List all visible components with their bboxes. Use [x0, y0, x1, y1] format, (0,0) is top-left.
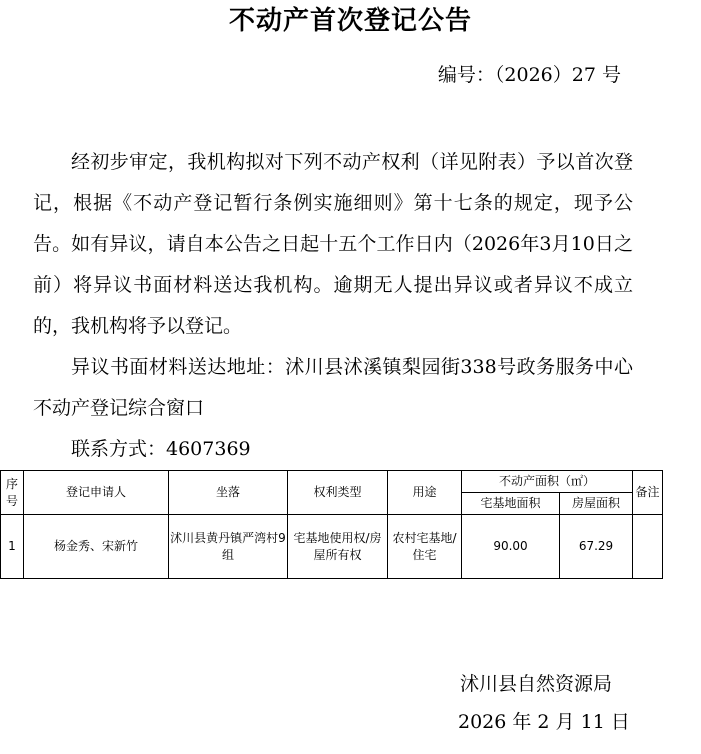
cell-seq: 1 — [1, 515, 24, 579]
cell-usage: 农村宅基地/住宅 — [388, 515, 462, 579]
header-right-type: 权利类型 — [288, 471, 388, 515]
header-applicant: 登记申请人 — [24, 471, 169, 515]
cell-remark — [633, 515, 663, 579]
header-location: 坐落 — [169, 471, 288, 515]
header-area-group: 不动产面积（㎡） — [462, 471, 633, 493]
announcement-body — [33, 142, 633, 470]
property-table — [0, 470, 663, 579]
cell-applicant: 杨金秀、宋新竹 — [24, 515, 169, 579]
objection-address: 异议书面材料送达地址：沭川县沭溪镇梨园街338号政务服务中心不动产登记综合窗口 — [33, 356, 633, 419]
header-usage: 用途 — [388, 471, 462, 515]
document-number: 编号：（2026）27 号 — [437, 64, 621, 86]
contact-info: 联系方式：4607369 — [71, 438, 251, 460]
header-house-area: 房屋面积 — [560, 493, 633, 515]
header-remark: 备注 — [633, 471, 663, 515]
issuing-organization: 沭川县自然资源局 — [460, 673, 613, 695]
announcement-paragraph: 经初步审定，我机构拟对下列不动产权利（详见附表）予以首次登记，根据《不动产登记暂行条例实施细则》第十七条的规定，现予公告。如有异议，请自本公告之日起十五个工作日内（2026年3月10日之前）将异议书面材料送达我机构。逾期无人提出异议或者异议不成立的，我机构将予以登记。 — [33, 151, 633, 337]
table-row — [1, 515, 663, 579]
issue-date: 2026 年 2 月 11 日 — [458, 711, 630, 733]
cell-land-area: 90.00 — [462, 515, 560, 579]
header-seq: 序号 — [1, 471, 24, 515]
cell-location: 沭川县黄丹镇严湾村9组 — [169, 515, 288, 579]
cell-right-type: 宅基地使用权/房屋所有权 — [288, 515, 388, 579]
cell-house-area: 67.29 — [560, 515, 633, 579]
header-land-area: 宅基地面积 — [462, 493, 560, 515]
page-title: 不动产首次登记公告 — [228, 6, 472, 36]
